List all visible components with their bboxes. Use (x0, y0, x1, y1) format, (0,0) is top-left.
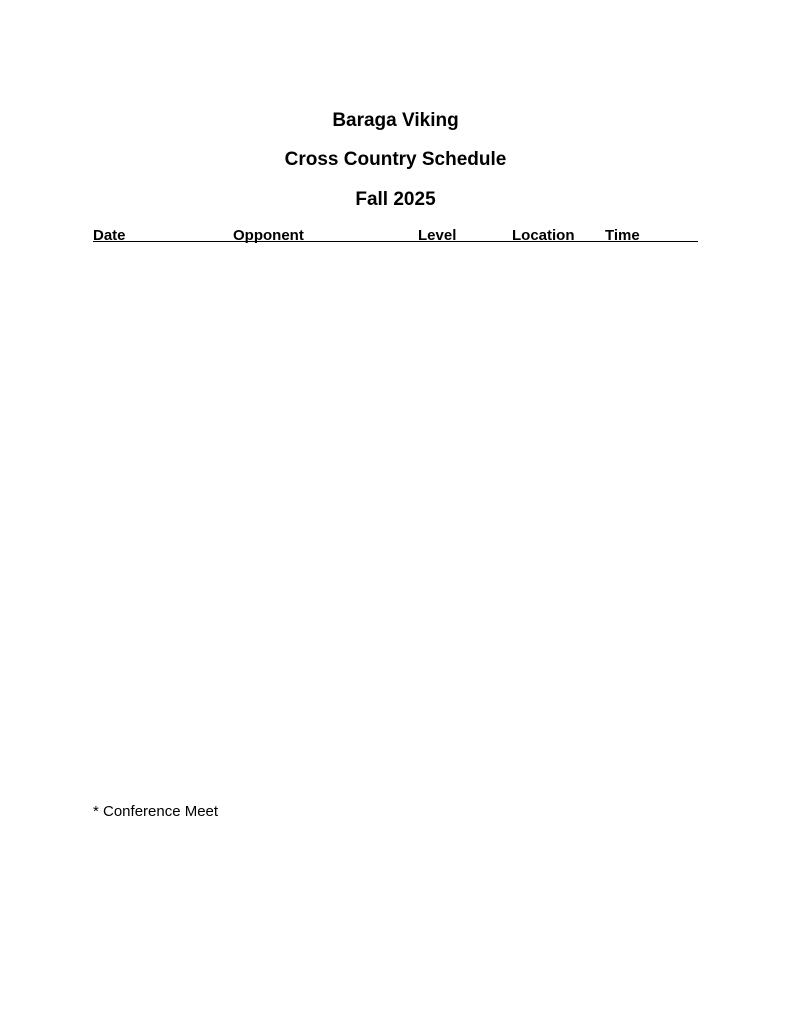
column-header-opponent: Opponent (233, 227, 304, 244)
document-title: Baraga Viking (332, 110, 459, 131)
season-label: Fall 2025 (355, 189, 436, 210)
column-header-time: Time (605, 227, 640, 244)
header-underline (93, 241, 698, 242)
column-header-level: Level (418, 227, 457, 244)
footnote: * Conference Meet (93, 803, 219, 820)
document-subtitle: Cross Country Schedule (284, 149, 507, 170)
column-header-location: Location (512, 227, 575, 244)
column-header-date: Date (93, 227, 126, 244)
